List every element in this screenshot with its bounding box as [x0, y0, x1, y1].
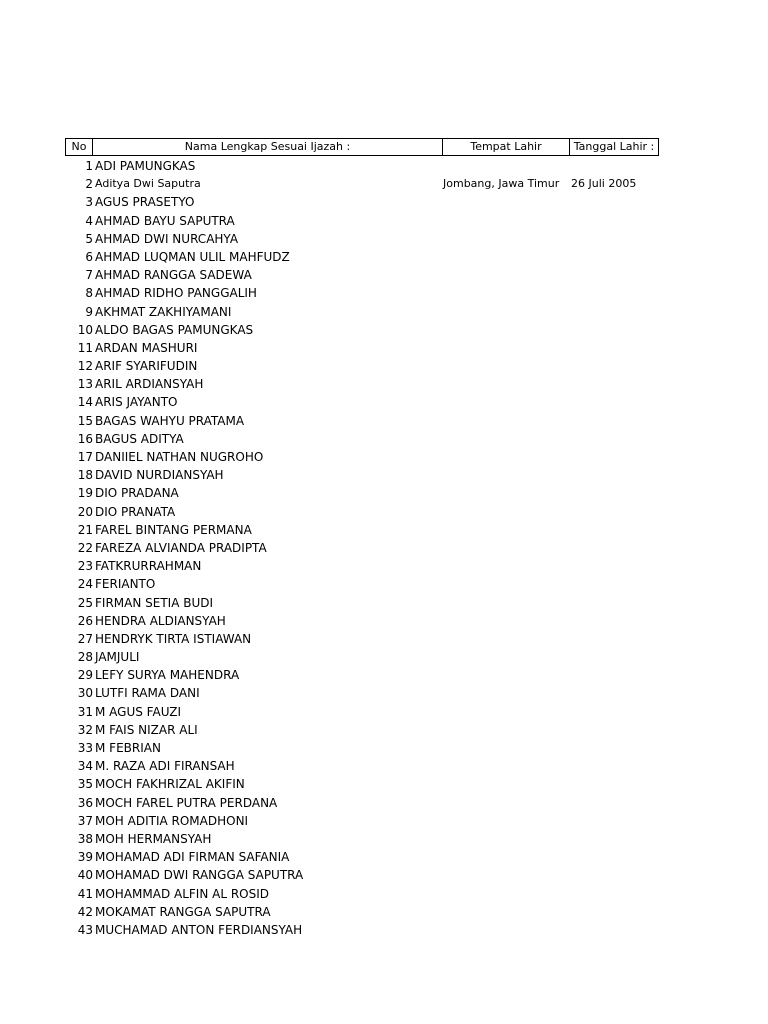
- row-number: 25: [77, 595, 93, 610]
- row-number: 18: [77, 468, 93, 483]
- row-number: 3: [85, 195, 93, 210]
- table-row: [65, 193, 659, 211]
- row-name: DAVID NURDIANSYAH: [95, 468, 224, 483]
- row-number: 2: [85, 177, 93, 192]
- row-name: MOHAMMAD ALFIN AL ROSID: [95, 886, 270, 901]
- row-name: FATKRURRAHMAN: [95, 559, 202, 574]
- table-row: [65, 466, 659, 484]
- row-name: MOH ADITIA ROMADHONI: [95, 813, 249, 828]
- row-number: 43: [77, 922, 93, 937]
- row-name: ADI PAMUNGKAS: [95, 159, 196, 173]
- row-number: 14: [77, 395, 93, 410]
- row-name: HENDRA ALDIANSYAH: [95, 613, 226, 628]
- row-name: MOCH FAKHRIZAL AKIFIN: [95, 777, 245, 792]
- row-number: 28: [77, 650, 93, 665]
- row-number: 39: [77, 850, 93, 865]
- header-tempat-lahir: Tempat Lahir: [443, 138, 570, 156]
- row-name: M. RAZA ADI FIRANSAH: [95, 759, 235, 774]
- table-row: [65, 357, 659, 375]
- row-name: M FEBRIAN: [95, 741, 161, 755]
- row-number: 37: [77, 813, 93, 828]
- row-name: JAMJULI: [95, 650, 140, 665]
- table-row: [65, 866, 659, 884]
- header-no: No: [65, 138, 93, 156]
- table-row: [65, 775, 659, 793]
- row-birthdate: 26 Juli 2005: [571, 177, 637, 191]
- row-name: ARIS JAYANTO: [95, 395, 178, 410]
- row-name: ALDO BAGAS PAMUNGKAS: [95, 322, 254, 337]
- row-name: ARDAN MASHURI: [95, 340, 198, 355]
- row-name: DANIIEL NATHAN NUGROHO: [95, 450, 264, 464]
- row-name: HENDRYK TIRTA ISTIAWAN: [95, 631, 252, 646]
- row-number: 7: [85, 268, 93, 283]
- table-row: [65, 412, 659, 430]
- row-name: FAREL BINTANG PERMANA: [95, 522, 252, 537]
- row-number: 32: [77, 722, 93, 737]
- row-name: ARIF SYARIFUDIN: [95, 359, 198, 374]
- row-name: FAREZA ALVIANDA PRADIPTA: [95, 540, 267, 555]
- row-number: 12: [77, 359, 93, 374]
- table-header-row: [65, 138, 659, 156]
- row-number: 38: [77, 831, 93, 846]
- table-row: [65, 721, 659, 739]
- row-name: ARIL ARDIANSYAH: [95, 377, 204, 392]
- table-row: [65, 594, 659, 612]
- row-number: 6: [85, 249, 93, 264]
- table-row: [65, 885, 659, 903]
- row-name: AKHMAT ZAKHIYAMANI: [95, 304, 232, 319]
- table-row: [65, 921, 659, 939]
- row-name: M FAIS NIZAR ALI: [95, 722, 198, 737]
- row-name: M AGUS FAUZI: [95, 704, 182, 719]
- table-row: [65, 630, 659, 648]
- table-row: [65, 230, 659, 248]
- table-row: [65, 830, 659, 848]
- table-row: [65, 539, 659, 557]
- row-name: BAGAS WAHYU PRATAMA: [95, 413, 245, 428]
- table-row: [65, 703, 659, 721]
- row-number: 34: [77, 759, 93, 774]
- row-name: AGUS PRASETYO: [95, 195, 195, 210]
- table-row: [65, 903, 659, 921]
- table-row: [65, 284, 659, 302]
- row-number: 11: [77, 340, 93, 355]
- row-number: 27: [77, 631, 93, 646]
- table-row: [65, 503, 659, 521]
- table-row: [65, 575, 659, 593]
- header-tanggal-lahir: Tanggal Lahir :: [570, 138, 659, 156]
- row-name: MOHAMAD DWI RANGGA SAPUTRA: [95, 868, 304, 883]
- row-name: DIO PRADANA: [95, 486, 179, 501]
- table-row: [65, 248, 659, 266]
- row-number: 20: [77, 504, 93, 519]
- row-number: 9: [85, 304, 93, 319]
- table-row: [65, 212, 659, 230]
- row-number: 40: [77, 868, 93, 883]
- table-row: [65, 375, 659, 393]
- table-row: [65, 848, 659, 866]
- row-name: FIRMAN SETIA BUDI: [95, 595, 214, 610]
- row-number: 36: [77, 795, 93, 810]
- row-number: 22: [77, 540, 93, 555]
- table-row: [65, 684, 659, 702]
- row-number: 17: [77, 450, 93, 464]
- table-row: [65, 521, 659, 539]
- row-number: 31: [77, 704, 93, 719]
- row-number: 19: [77, 486, 93, 501]
- row-name: MOH HERMANSYAH: [95, 831, 212, 846]
- table-body: [65, 157, 659, 939]
- row-number: 10: [77, 322, 93, 337]
- row-name: MOHAMAD ADI FIRMAN SAFANIA: [95, 850, 290, 865]
- row-number: 30: [77, 686, 93, 701]
- table-row: [65, 484, 659, 502]
- row-number: 5: [85, 231, 93, 246]
- table-row: [65, 739, 659, 757]
- table-row: [65, 794, 659, 812]
- table-row: [65, 393, 659, 411]
- table-row: [65, 339, 659, 357]
- row-name: AHMAD DWI NURCAHYA: [95, 231, 239, 246]
- table-row: [65, 157, 659, 175]
- row-name: AHMAD LUQMAN ULIL MAHFUDZ: [95, 249, 290, 264]
- table-row: [65, 430, 659, 448]
- row-number: 16: [77, 431, 93, 446]
- row-birthplace: Jombang, Jawa Timur: [443, 177, 560, 191]
- table-row: [65, 303, 659, 321]
- row-name: BAGUS ADITYA: [95, 431, 184, 446]
- row-number: 41: [77, 886, 93, 901]
- row-name: Aditya Dwi Saputra: [95, 177, 201, 191]
- row-number: 8: [85, 286, 93, 301]
- row-number: 35: [77, 777, 93, 792]
- row-name: LEFY SURYA MAHENDRA: [95, 668, 240, 683]
- table-row: [65, 757, 659, 775]
- row-name: MUCHAMAD ANTON FERDIANSYAH: [95, 922, 303, 937]
- table-row: [65, 612, 659, 630]
- row-number: 29: [77, 668, 93, 683]
- table-row: [65, 266, 659, 284]
- row-number: 23: [77, 559, 93, 574]
- row-number: 4: [85, 213, 93, 228]
- header-nama: Nama Lengkap Sesuai Ijazah :: [93, 138, 443, 156]
- row-number: 21: [77, 522, 93, 537]
- row-number: 1: [85, 159, 93, 173]
- row-name: LUTFI RAMA DANI: [95, 686, 200, 701]
- table-row: [65, 648, 659, 666]
- row-number: 13: [77, 377, 93, 392]
- table-row: [65, 321, 659, 339]
- row-name: DIO PRANATA: [95, 504, 176, 519]
- table-row: [65, 448, 659, 466]
- row-name: AHMAD RANGGA SADEWA: [95, 268, 252, 283]
- table-row: [65, 175, 659, 193]
- row-number: 33: [77, 741, 93, 755]
- row-number: 42: [77, 904, 93, 919]
- row-name: MOKAMAT RANGGA SAPUTRA: [95, 904, 271, 919]
- row-number: 26: [77, 613, 93, 628]
- row-number: 24: [77, 577, 93, 592]
- row-name: AHMAD RIDHO PANGGALIH: [95, 286, 257, 301]
- row-number: 15: [77, 413, 93, 428]
- table-row: [65, 666, 659, 684]
- row-name: FERIANTO: [95, 577, 156, 592]
- table-row: [65, 557, 659, 575]
- row-name: AHMAD BAYU SAPUTRA: [95, 213, 235, 228]
- row-name: MOCH FAREL PUTRA PERDANA: [95, 795, 278, 810]
- table-row: [65, 812, 659, 830]
